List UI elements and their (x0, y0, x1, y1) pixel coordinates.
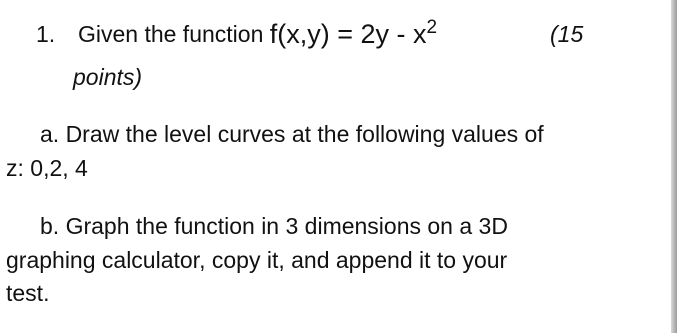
part-a-line-2: z: 0,2, 4 (6, 155, 88, 181)
part-b-line-3: test. (6, 280, 50, 306)
part-a-line-1: a. Draw the level curves at the following values of (40, 121, 544, 147)
page-edge-divider (671, 0, 677, 333)
question-number: 1. (36, 21, 56, 47)
points-open: (15 (550, 21, 584, 47)
points-close: points) (73, 64, 143, 90)
question-intro: Given the function (77, 21, 264, 47)
question-header (36, 17, 438, 49)
function-exponent: 2 (426, 17, 438, 38)
function-expression (270, 19, 437, 49)
part-b-line-1: b. Graph the function in 3 dimensions on a 3D (40, 213, 508, 239)
function-lhs: f(x,y) = 2y - x (269, 19, 427, 49)
part-b-line-2: graphing calculator, copy it, and append it to your (6, 247, 508, 273)
